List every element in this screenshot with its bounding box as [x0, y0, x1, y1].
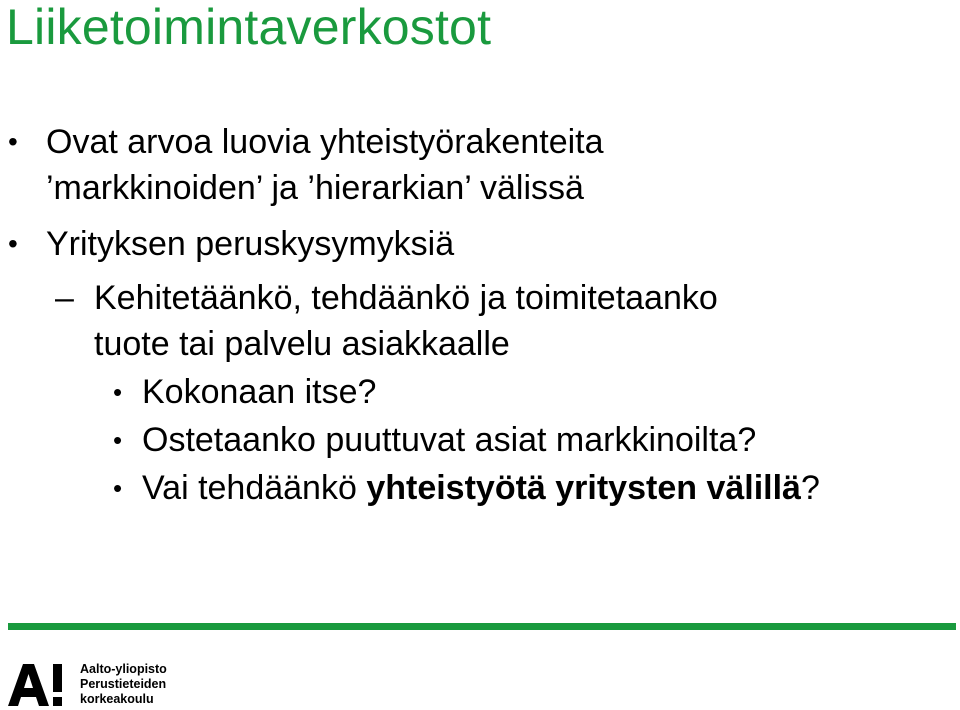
logo-wordmark	[80, 662, 167, 707]
sub-item-text: Kehitetäänkö, tehdäänkö ja toimitetaanko	[94, 279, 718, 317]
text-bold: yhteistyötä yritysten välillä	[366, 469, 801, 507]
bullet-marker: •	[8, 228, 18, 259]
sub-sub-item-text	[142, 468, 820, 508]
sub-sub-item-text: Ostetaanko puuttuvat asiat markkinoilta?	[142, 421, 757, 459]
text-regular: Vai tehdäänkö	[142, 469, 367, 507]
slide-title: Liiketoimintaverkostot	[6, 0, 492, 55]
bullet-marker: •	[113, 425, 123, 455]
logo-line: Aalto-yliopisto	[80, 662, 167, 676]
text-regular: ?	[800, 469, 820, 507]
bullet-text: Yrityksen peruskysymyksiä	[46, 225, 455, 263]
footer-divider	[8, 623, 956, 630]
sub-sub-item-text: Kokonaan itse?	[142, 373, 377, 411]
logo-line: korkeakoulu	[80, 692, 154, 706]
bullet-text: ’markkinoiden’ ja ’hierarkian’ välissä	[46, 169, 584, 207]
bullet-text: Ovat arvoa luovia yhteistyörakenteita	[46, 123, 604, 161]
aalto-logo-icon	[6, 660, 76, 708]
logo-line: Perustieteiden	[80, 677, 167, 691]
bullet-marker: •	[113, 377, 123, 407]
bullet-marker: •	[113, 473, 123, 503]
dash-marker: –	[55, 279, 74, 317]
bullet-marker: •	[8, 126, 18, 157]
aalto-logo	[6, 660, 206, 708]
sub-item-text: tuote tai palvelu asiakkaalle	[94, 325, 510, 363]
